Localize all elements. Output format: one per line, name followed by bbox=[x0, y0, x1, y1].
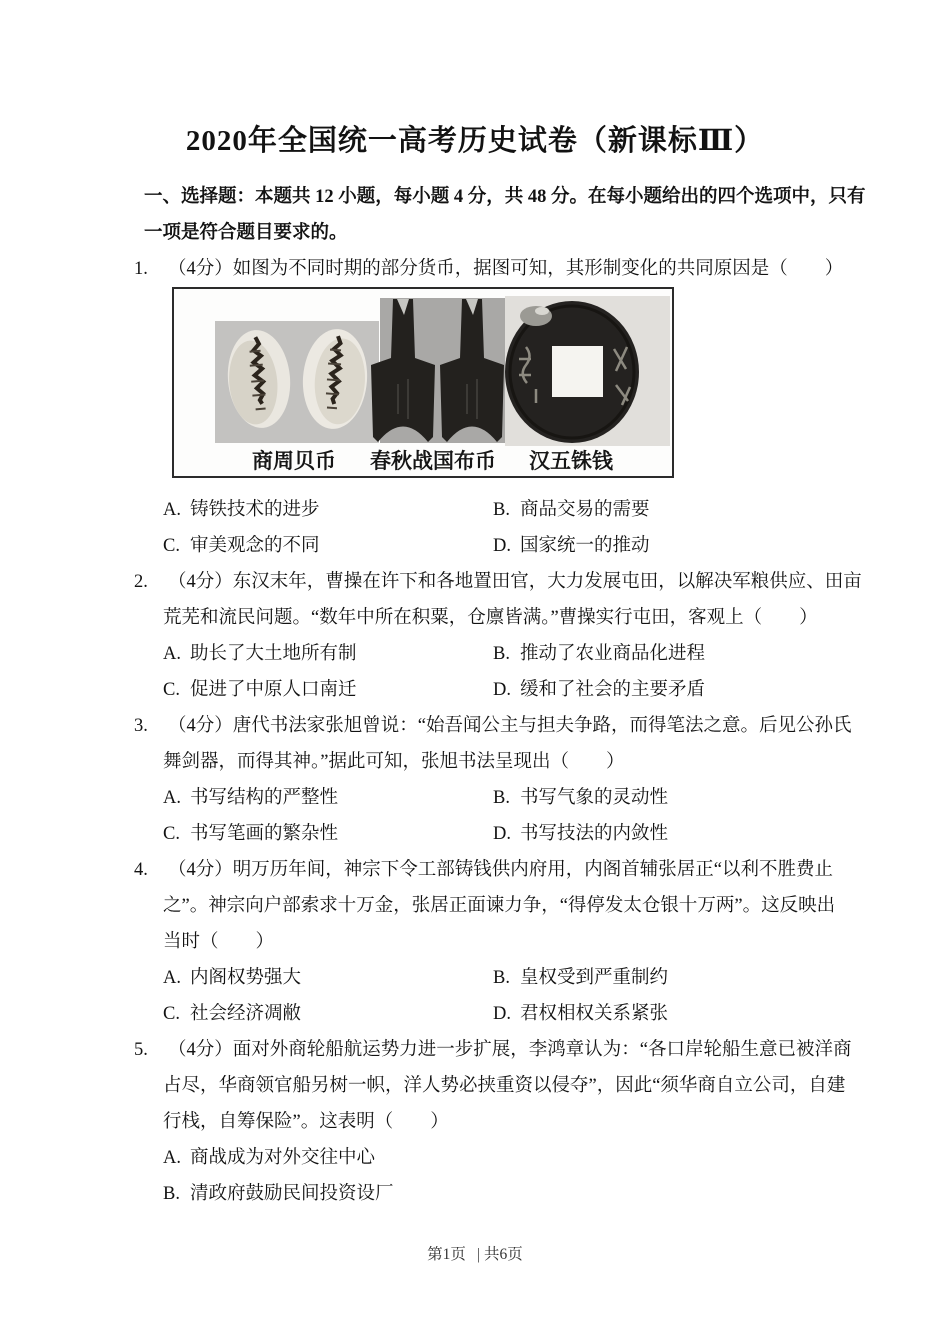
question-2-options-ab bbox=[134, 636, 950, 672]
question-4 bbox=[134, 852, 950, 1032]
page-total: 共6页 bbox=[484, 1246, 523, 1263]
question-5-stem-line-2: 占尽，华商领官船另树一帜，洋人势必挟重资以侵夺”，因此“须华商自立公司，自建 bbox=[163, 1076, 846, 1096]
stem-text: （4分）明万历年间，神宗下令工部铸钱供内府用，内阁首辅张居正“以利不胜费止 bbox=[168, 860, 833, 880]
option-d bbox=[493, 824, 668, 844]
option-d bbox=[493, 1004, 668, 1024]
figure-caption-spade-money: 春秋战国布币 bbox=[370, 450, 496, 473]
option-d bbox=[493, 680, 705, 700]
option-label: A. bbox=[163, 788, 181, 808]
figure-caption-shell-money: 商周贝币 bbox=[252, 450, 336, 473]
question-2-stem-line-2: 荒芜和流民问题。“数年中所在积粟，仓廪皆满。”曹操实行屯田，客观上（ ） bbox=[163, 608, 818, 628]
option-label: B. bbox=[493, 644, 510, 664]
question-5-option-b bbox=[134, 1176, 950, 1212]
option-a bbox=[163, 1148, 375, 1168]
question-number: 2. bbox=[134, 572, 148, 592]
option-label: C. bbox=[163, 1004, 180, 1024]
option-label: D. bbox=[493, 680, 511, 700]
cowrie-shells-photo bbox=[215, 321, 379, 443]
option-c bbox=[163, 996, 493, 1032]
question-5-stem-line-3: 行栈，自筹保险”。这表明（ ） bbox=[163, 1112, 449, 1132]
option-a bbox=[163, 780, 493, 816]
question-1-options-ab bbox=[134, 492, 950, 528]
figure-caption-wuzhu-money: 汉五铢钱 bbox=[529, 450, 613, 473]
option-label: A. bbox=[163, 644, 181, 664]
question-3 bbox=[134, 708, 950, 852]
question-5-option-a bbox=[134, 1140, 950, 1176]
question-number: 4. bbox=[134, 860, 148, 880]
question-4-stem-line-3: 当时（ ） bbox=[163, 932, 275, 952]
option-c bbox=[163, 528, 493, 564]
option-label: C. bbox=[163, 824, 180, 844]
option-text: 国家统一的推动 bbox=[520, 536, 650, 556]
stem-text: （4分）唐代书法家张旭曾说：“始吾闻公主与担夫争路，而得笔法之意。后见公孙氏 bbox=[168, 716, 852, 736]
option-label: C. bbox=[163, 536, 180, 556]
question-2-stem bbox=[134, 564, 950, 600]
section-heading-line-2: 一项是符合题目要求的。 bbox=[144, 223, 348, 243]
option-d bbox=[493, 536, 650, 556]
question-3-stem bbox=[134, 708, 950, 744]
page-number: 第1页 bbox=[427, 1246, 466, 1263]
currency-photos bbox=[174, 289, 672, 476]
option-text: 审美观念的不同 bbox=[190, 536, 320, 556]
stem-text: （4分）面对外商轮船航运势力进一步扩展，李鸿章认为：“各口岸轮船生意已被洋商 bbox=[168, 1040, 852, 1060]
question-2 bbox=[134, 564, 950, 708]
question-1 bbox=[134, 251, 950, 564]
option-b bbox=[163, 1184, 394, 1204]
page-title: 2020年全国统一高考历史试卷（新课标Ⅲ） bbox=[185, 125, 765, 157]
question-4-stem bbox=[134, 852, 950, 888]
option-c bbox=[163, 816, 493, 852]
option-a bbox=[163, 492, 493, 528]
option-label: D. bbox=[493, 824, 511, 844]
question-4-options-ab bbox=[134, 960, 950, 996]
option-text: 促进了中原人口南迁 bbox=[190, 680, 357, 700]
page-footer bbox=[0, 1244, 950, 1266]
stem-text: （4分）东汉末年，曹操在许下和各地置田官，大力发展屯田，以解决军粮供应、田亩 bbox=[168, 572, 862, 592]
option-text: 君权相权关系紧张 bbox=[520, 1004, 669, 1024]
question-4-options-cd bbox=[134, 996, 950, 1032]
option-text: 商品交易的需要 bbox=[520, 500, 650, 520]
option-text: 清政府鼓励民间投资设厂 bbox=[190, 1184, 394, 1204]
option-b bbox=[493, 968, 668, 988]
option-text: 书写技法的内敛性 bbox=[520, 824, 669, 844]
option-a bbox=[163, 636, 493, 672]
option-label: B. bbox=[493, 500, 510, 520]
currency-figure bbox=[172, 287, 674, 478]
footer-separator: | bbox=[476, 1246, 481, 1263]
question-5 bbox=[134, 1032, 950, 1212]
option-text: 社会经济凋敝 bbox=[190, 1004, 302, 1024]
option-label: C. bbox=[163, 680, 180, 700]
question-5-stem bbox=[134, 1032, 950, 1068]
option-text: 皇权受到严重制约 bbox=[520, 968, 669, 988]
option-text: 商战成为对外交往中心 bbox=[190, 1148, 376, 1168]
question-number: 3. bbox=[134, 716, 148, 736]
option-label: A. bbox=[163, 500, 181, 520]
option-c bbox=[163, 672, 493, 708]
question-3-options-cd bbox=[134, 816, 950, 852]
option-text: 助长了大土地所有制 bbox=[190, 644, 357, 664]
option-label: B. bbox=[163, 1184, 180, 1204]
option-text: 缓和了社会的主要矛盾 bbox=[520, 680, 706, 700]
question-3-stem-line-2: 舞剑器，而得其神。”据此可知，张旭书法呈现出（ ） bbox=[163, 752, 625, 772]
spade-coins-photo bbox=[371, 298, 505, 443]
question-2-options-cd bbox=[134, 672, 950, 708]
option-text: 书写笔画的繁杂性 bbox=[190, 824, 339, 844]
option-b bbox=[493, 788, 668, 808]
option-label: B. bbox=[493, 788, 510, 808]
questions-area bbox=[134, 251, 950, 1212]
option-label: A. bbox=[163, 968, 181, 988]
option-label: D. bbox=[493, 1004, 511, 1024]
question-4-stem-line-2: 之”。神宗向户部索求十万金，张居正面谏力争，“得停发太仓银十万两”。这反映出 bbox=[163, 896, 836, 916]
question-1-stem bbox=[134, 251, 950, 287]
option-text: 推动了农业商品化进程 bbox=[520, 644, 706, 664]
option-text: 铸铁技术的进步 bbox=[190, 500, 320, 520]
wuzhu-coin-photo bbox=[505, 296, 670, 446]
section-heading-line-1: 一、选择题：本题共 12 小题，每小题 4 分，共 48 分。在每小题给出的四个选项中，只有 bbox=[144, 187, 866, 207]
option-b bbox=[493, 500, 650, 520]
option-label: D. bbox=[493, 536, 511, 556]
question-number: 5. bbox=[134, 1040, 148, 1060]
question-number: 1. bbox=[134, 259, 148, 279]
question-1-options-cd bbox=[134, 528, 950, 564]
option-a bbox=[163, 960, 493, 996]
option-label: A. bbox=[163, 1148, 181, 1168]
option-label: B. bbox=[493, 968, 510, 988]
option-text: 内阁权势强大 bbox=[190, 968, 302, 988]
option-b bbox=[493, 644, 705, 664]
option-text: 书写气象的灵动性 bbox=[520, 788, 669, 808]
option-text: 书写结构的严整性 bbox=[190, 788, 339, 808]
stem-text: （4分）如图为不同时期的部分货币，据图可知，其形制变化的共同原因是（ ） bbox=[168, 259, 844, 279]
question-3-options-ab bbox=[134, 780, 950, 816]
